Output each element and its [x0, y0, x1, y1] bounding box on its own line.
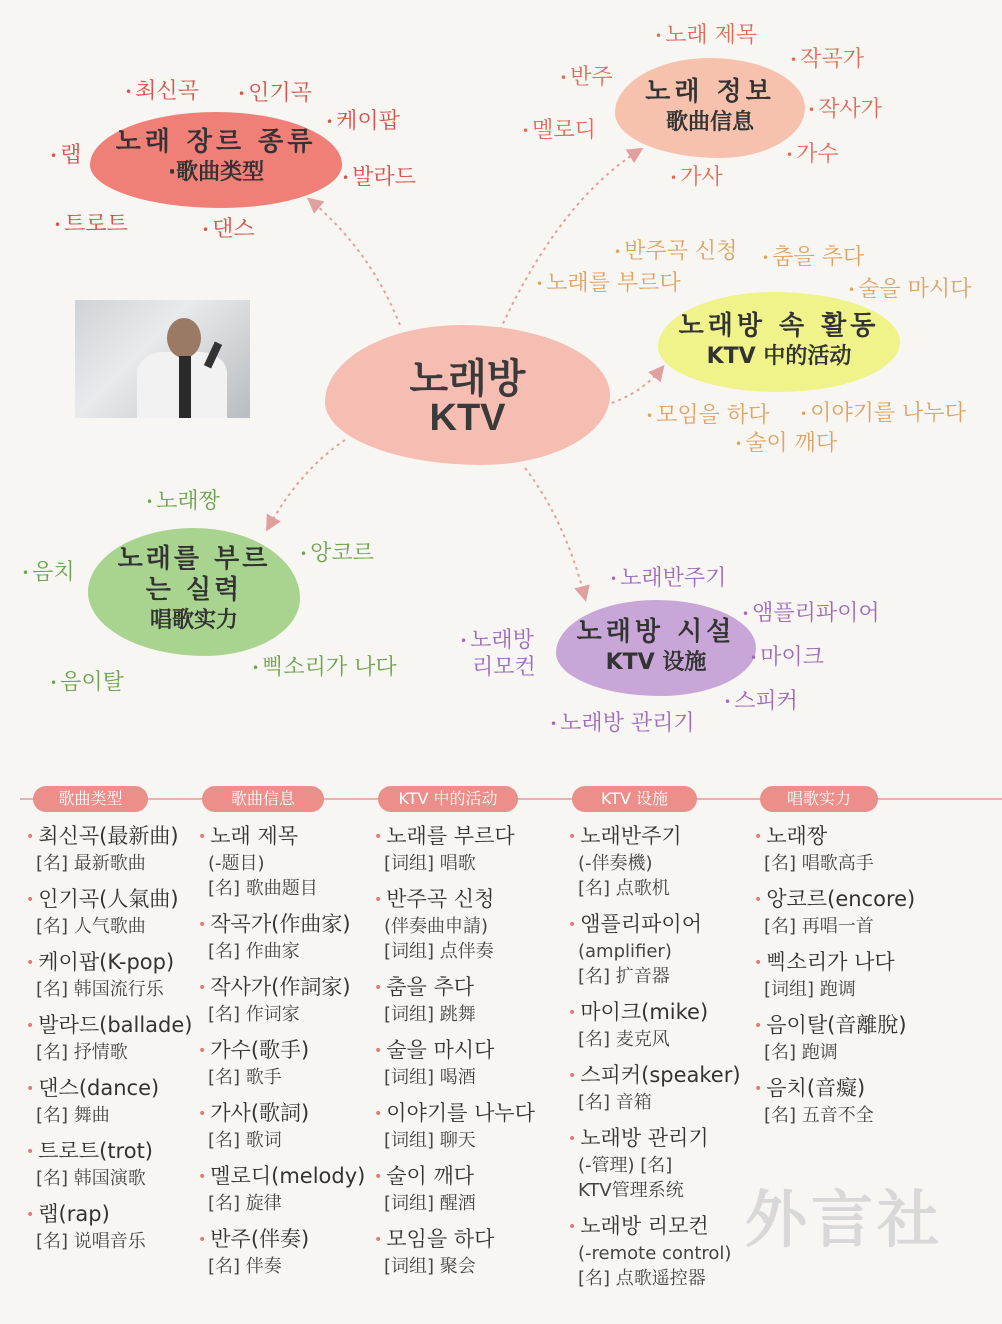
entry-meaning: [词组] 聚会: [384, 1256, 476, 1277]
column-header: KTV 设施: [572, 786, 697, 812]
entry-meaning: [名] 唱歌高手: [764, 853, 874, 874]
glossary-entry: [198, 1162, 365, 1216]
facility-leaf: • 노래방 관리기: [550, 706, 695, 737]
info-leaf: • 노래 제목: [655, 18, 757, 49]
skill-title-ko-1: 노래를 부르: [117, 544, 271, 574]
info-bubble: [615, 58, 805, 158]
skill-title-zh: 唱歌实力: [149, 608, 238, 633]
entry-meaning: [名] 舞曲: [36, 1105, 110, 1126]
info-title-ko: 노래 정보: [645, 77, 775, 107]
facility-leaf: • 노래방: [460, 623, 534, 654]
entry-word-cont: (amplifier): [578, 941, 672, 962]
glossary-entry: [754, 1074, 915, 1128]
glossary-entry: [198, 822, 365, 901]
glossary-entry: [198, 1225, 365, 1279]
entry-meaning: [名] 跑调: [764, 1042, 838, 1063]
glossary-entry: [374, 973, 535, 1027]
activity-leaf: • 춤을 추다: [762, 240, 864, 271]
glossary-entry: [198, 1099, 365, 1153]
genre-bubble: [90, 112, 342, 208]
facility-leaf-cont: 리모컨: [472, 655, 536, 680]
column-header: 唱歌实力: [760, 786, 878, 812]
genre-leaf: • 댄스: [202, 212, 255, 243]
center-title-en: KTV: [429, 397, 506, 439]
activity-leaf: • 노래를 부르다: [536, 266, 681, 297]
glossary-entry: [374, 822, 535, 876]
facility-leaf: • 마이크: [750, 640, 824, 671]
entry-word: • 모임을 하다: [374, 1225, 535, 1254]
genre-leaf: • 케이팝: [326, 104, 400, 135]
glossary-entry: [26, 822, 193, 876]
glossary-entry: [26, 1137, 193, 1191]
connector-skill: [268, 440, 345, 528]
entry-meaning: [词组] 跑调: [764, 979, 856, 1000]
genre-leaf: • 트로트: [54, 207, 128, 238]
entry-meaning: [名] 抒情歌: [36, 1042, 128, 1063]
activity-leaf: • 술을 마시다: [848, 272, 971, 303]
entry-meaning: [词组] 喝酒: [384, 1067, 476, 1088]
info-leaf: • 작곡가: [790, 42, 864, 73]
glossary-entry: [26, 885, 193, 939]
glossary-entry: [754, 1011, 915, 1065]
entry-word: • 반주(伴奏): [198, 1225, 365, 1254]
glossary-entry: [26, 1074, 193, 1128]
skill-leaf: • 앙코르: [300, 536, 374, 567]
entry-word: • 노래방 리모컨: [568, 1212, 741, 1241]
entry-word: • 작사가(作詞家): [198, 973, 365, 1002]
skill-leaf: • 음이탈: [50, 665, 124, 696]
entry-meaning: KTV管理系统: [578, 1180, 684, 1201]
glossary-column-skill: [754, 822, 915, 1137]
entry-word: • 가사(歌詞): [198, 1099, 365, 1128]
glossary-entry: [568, 822, 741, 901]
glossary-entry: [198, 1036, 365, 1090]
activity-leaf: • 모임을 하다: [646, 398, 769, 429]
entry-word: • 노래를 부르다: [374, 822, 535, 851]
glossary-entry: [26, 948, 193, 1002]
facility-bubble: [556, 600, 756, 696]
glossary-entry: [568, 1061, 741, 1115]
glossary-entry: [754, 948, 915, 1002]
entry-word: • 멜로디(melody): [198, 1162, 365, 1191]
entry-word: • 이야기를 나누다: [374, 1099, 535, 1128]
entry-word: • 앙코르(encore): [754, 885, 915, 914]
entry-meaning: [词组] 唱歌: [384, 853, 476, 874]
genre-leaf: • 발라드: [342, 160, 416, 191]
genre-leaf: • 인기곡: [238, 76, 312, 107]
entry-word: • 랩(rap): [26, 1200, 193, 1229]
glossary-entry: [568, 1124, 741, 1203]
activity-bubble: [658, 292, 900, 392]
entry-word: • 노래 제목: [198, 822, 365, 851]
genre-title-zh: ·歌曲类型: [167, 160, 265, 185]
genre-leaf: • 최신곡: [125, 74, 199, 105]
glossary-entry: [568, 998, 741, 1052]
info-leaf: • 가수: [786, 137, 839, 168]
entry-meaning: [名] 韩国演歌: [36, 1168, 146, 1189]
entry-word: • 앰플리파이어: [568, 910, 741, 939]
glossary-entry: [374, 1225, 535, 1279]
column-header: 歌曲信息: [202, 786, 324, 812]
facility-leaf: • 앰플리파이어: [742, 596, 880, 627]
skill-leaf: • 음치: [22, 555, 75, 586]
entry-meaning: [名] 再唱一首: [764, 916, 874, 937]
entry-word: • 노래반주기: [568, 822, 741, 851]
column-header: 歌曲类型: [33, 786, 148, 812]
genre-title-ko: 노래 장르 종류: [115, 127, 317, 157]
skill-leaf: • 삑소리가 나다: [252, 650, 397, 681]
glossary-entry: [198, 910, 365, 964]
info-leaf: • 멜로디: [522, 113, 596, 144]
entry-meaning: [名] 音箱: [578, 1092, 652, 1113]
activity-title-zh: KTV 中的活动: [706, 344, 852, 369]
glossary-column-facility: [568, 822, 741, 1300]
entry-word-cont: (-remote control): [578, 1243, 732, 1264]
activity-leaf: • 반주곡 신청: [614, 234, 737, 265]
glossary-entry: [26, 1200, 193, 1254]
skill-leaf: • 노래짱: [146, 484, 220, 515]
center-node: [325, 325, 610, 465]
skill-title-ko-2: 는 실력: [145, 575, 243, 605]
entry-word: • 댄스(dance): [26, 1074, 193, 1103]
entry-word: • 춤을 추다: [374, 973, 535, 1002]
info-leaf: • 가사: [670, 160, 723, 191]
entry-word-cont: (-管理) [名]: [578, 1155, 673, 1176]
activity-title-ko: 노래방 속 활동: [678, 311, 880, 341]
glossary-entry: [374, 1162, 535, 1216]
entry-word: • 인기곡(人氣曲): [26, 885, 193, 914]
entry-meaning: [名] 歌曲题目: [208, 878, 318, 899]
entry-meaning: [词组] 跳舞: [384, 1004, 476, 1025]
center-title-ko: 노래방: [409, 356, 526, 402]
connector-genre: [310, 200, 400, 325]
entry-word: • 반주곡 신청: [374, 885, 535, 914]
entry-meaning: [词组] 醒酒: [384, 1193, 476, 1214]
connector-facility: [525, 468, 585, 598]
entry-word: • 케이팝(K-pop): [26, 948, 193, 977]
column-header: KTV 中的活动: [378, 786, 518, 812]
publisher-watermark: 外言社: [745, 1183, 944, 1256]
glossary-entry: [374, 1099, 535, 1153]
entry-word: • 트로트(trot): [26, 1137, 193, 1166]
entry-word: • 노래짱: [754, 822, 915, 851]
entry-word-cont: (-题目): [208, 853, 265, 874]
info-title-zh: 歌曲信息: [665, 110, 754, 135]
entry-word: • 최신곡(最新曲): [26, 822, 193, 851]
glossary-entry: [754, 885, 915, 939]
genre-leaf: • 랩: [50, 138, 81, 169]
entry-meaning: [名] 扩音器: [578, 966, 670, 987]
singer-photo: [75, 300, 250, 418]
entry-meaning: [名] 伴奏: [208, 1256, 282, 1277]
glossary-entry: [568, 1212, 741, 1291]
entry-meaning: [名] 作词家: [208, 1004, 300, 1025]
entry-meaning: [名] 韩国流行乐: [36, 979, 164, 1000]
glossary-entry: [198, 973, 365, 1027]
entry-word-cont: (伴奏曲申請): [384, 916, 489, 937]
glossary-entry: [568, 910, 741, 989]
glossary-column-activity: [374, 822, 535, 1288]
glossary-entry: [754, 822, 915, 876]
glossary-column-info: [198, 822, 365, 1288]
entry-meaning: [词组] 聊天: [384, 1130, 476, 1151]
entry-word-cont: (-伴奏機): [578, 853, 653, 874]
glossary-entry: [374, 1036, 535, 1090]
entry-meaning: [名] 说唱音乐: [36, 1231, 146, 1252]
glossary-entry: [374, 885, 535, 964]
facility-leaf: • 노래반주기: [610, 561, 726, 592]
entry-word: • 노래방 관리기: [568, 1124, 741, 1153]
entry-word: • 작곡가(作曲家): [198, 910, 365, 939]
entry-word: • 술이 깨다: [374, 1162, 535, 1191]
entry-meaning: [名] 最新歌曲: [36, 853, 146, 874]
entry-meaning: [名] 麦克风: [578, 1029, 670, 1050]
entry-meaning: [名] 人气歌曲: [36, 916, 146, 937]
entry-word: • 술을 마시다: [374, 1036, 535, 1065]
glossary-entry: [26, 1011, 193, 1065]
info-leaf: • 반주: [560, 60, 613, 91]
facility-leaf: • 스피커: [724, 684, 798, 715]
entry-meaning: [名] 歌词: [208, 1130, 282, 1151]
entry-word: • 스피커(speaker): [568, 1061, 741, 1090]
entry-word: • 가수(歌手): [198, 1036, 365, 1065]
facility-title-ko: 노래방 시설: [576, 617, 736, 647]
entry-meaning: [名] 五音不全: [764, 1105, 874, 1126]
entry-word: • 마이크(mike): [568, 998, 741, 1027]
activity-leaf: • 이야기를 나누다: [800, 396, 966, 427]
facility-title-zh: KTV 设施: [605, 650, 707, 675]
entry-meaning: [名] 歌手: [208, 1067, 282, 1088]
glossary-column-genre: [26, 822, 193, 1263]
entry-meaning: [词组] 点伴奏: [384, 941, 494, 962]
entry-meaning: [名] 点歌遥控器: [578, 1268, 706, 1289]
activity-leaf: • 술이 깨다: [735, 426, 837, 457]
entry-word: • 음치(音癡): [754, 1074, 915, 1103]
entry-meaning: [名] 旋律: [208, 1193, 282, 1214]
info-leaf: • 작사가: [808, 92, 882, 123]
entry-meaning: [名] 作曲家: [208, 941, 300, 962]
entry-word: • 음이탈(音離脫): [754, 1011, 915, 1040]
entry-word: • 삑소리가 나다: [754, 948, 915, 977]
entry-meaning: [名] 点歌机: [578, 878, 670, 899]
entry-word: • 발라드(ballade): [26, 1011, 193, 1040]
